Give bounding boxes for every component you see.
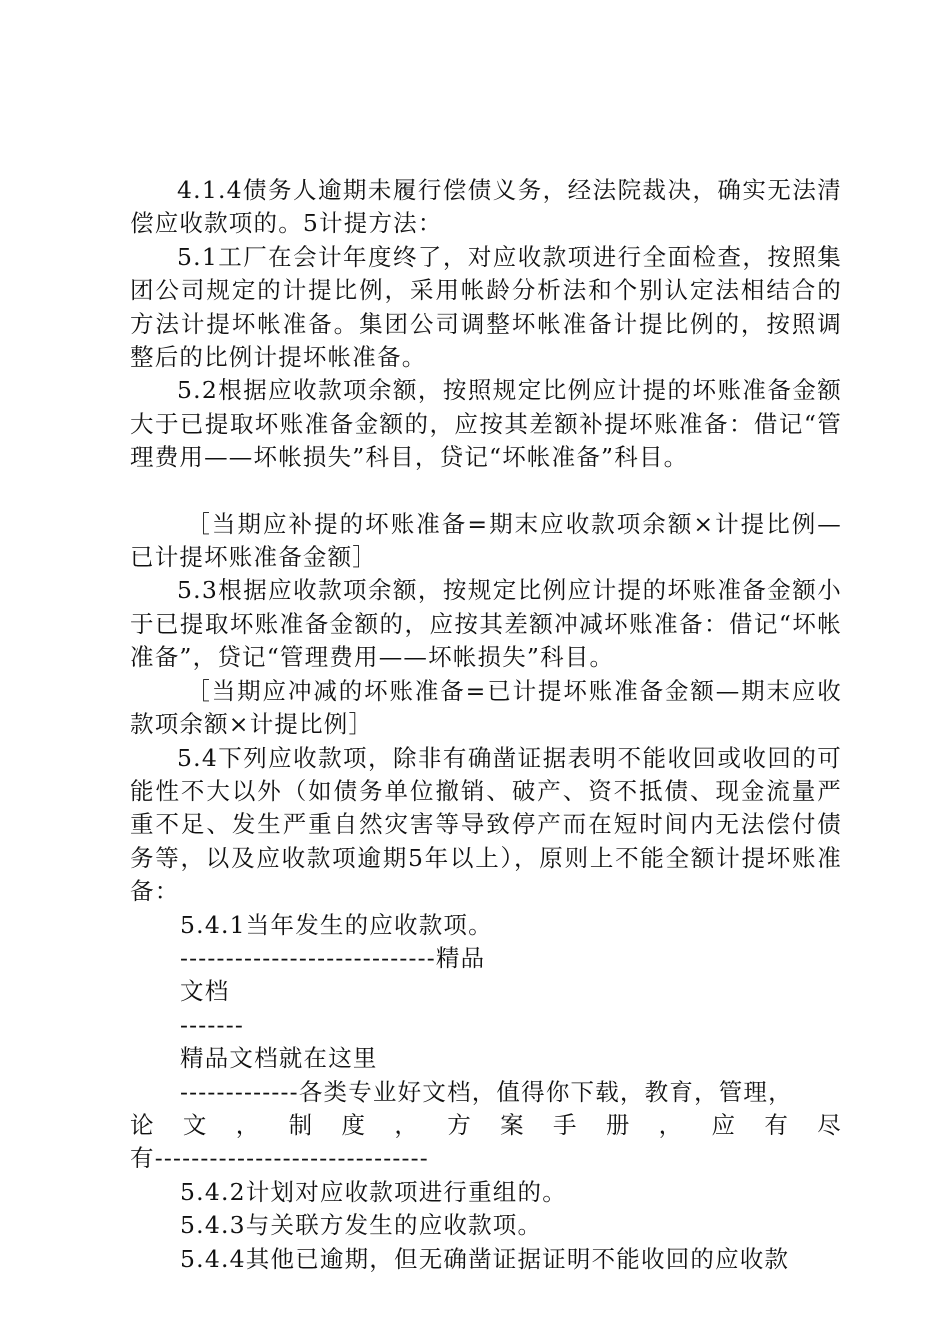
paragraph-5-4-2: 5.4.2计划对应收款项进行重组的。 (180, 1177, 567, 1206)
paragraph-5-3: 5.3根据应收款项余额，按规定比例应计提的坏账准备金额小于已提取坏账准备金额的，应按其差额冲减坏账准备：借记“坏帐准备”，贷记“管理费用——坏帐损失”科目。 (130, 576, 842, 672)
formula-reduction: ［当期应冲减的坏账准备=已计提坏账准备金额—期末应收款项余额×计提比例］ (130, 676, 842, 739)
paragraph-4-1-4: 4.1.4债务人逾期未履行偿债义务，经法院裁决，确实无法清偿应收款项的。5计提方法： (130, 176, 842, 238)
watermark-promo-line-3: 有------------------------------ (130, 1144, 429, 1173)
paragraph-5-4-4: 5.4.4其他已逾期，但无确凿证据证明不能收回的应收款 (180, 1244, 790, 1273)
watermark-tagline: 精品文档就在这里 (180, 1044, 378, 1073)
watermark-doc-label: 文档 (180, 977, 230, 1006)
paragraph-5-2: 5.2根据应收款项余额，按照规定比例应计提的坏账准备金额大于已提取坏账准备金额的，应按其差额补提坏账准备：借记“管理费用——坏帐损失”科目，贷记“坏帐准备”科目。 (130, 376, 842, 472)
document-page (130, 174, 842, 1276)
paragraph-5-4: 5.4下列应收款项，除非有确凿证据表明不能收回或收回的可能性不大以外（如债务单位撤销、破产、资不抵债、现金流量严重不足、发生严重自然灾害等导致停产而在短时间内无法偿付债务等，以及应收款项逾期5年以上），原则上不能全额计提坏账准备： (130, 743, 842, 906)
formula-supplement: ［当期应补提的坏账准备=期末应收款项余额×计提比例—已计提坏账准备金额］ (130, 509, 842, 572)
watermark-promo-line-2: 论文，制度，方案手册，应有尽 (130, 1110, 842, 1139)
paragraph-5-4-3: 5.4.3与关联方发生的应收款项。 (180, 1211, 543, 1240)
blank-line (130, 475, 842, 508)
paragraph-5-4-1: 5.4.1当年发生的应收款项。 (180, 910, 493, 939)
paragraph-5-1: 5.1工厂在会计年度终了，对应收款项进行全面检查，按照集团公司规定的计提比例，采用帐龄分析法和个别认定法相结合的方法计提坏帐准备。集团公司调整坏帐准备计提比例的，按照调整后的比例计提坏帐准备。 (130, 242, 842, 372)
watermark-promo-line-1: -------------各类专业好文档，值得你下载，教育，管理， (180, 1077, 793, 1106)
watermark-dash-line-2: ------- (180, 1010, 244, 1039)
watermark-dash-line-1: ----------------------------精品 (180, 943, 486, 972)
